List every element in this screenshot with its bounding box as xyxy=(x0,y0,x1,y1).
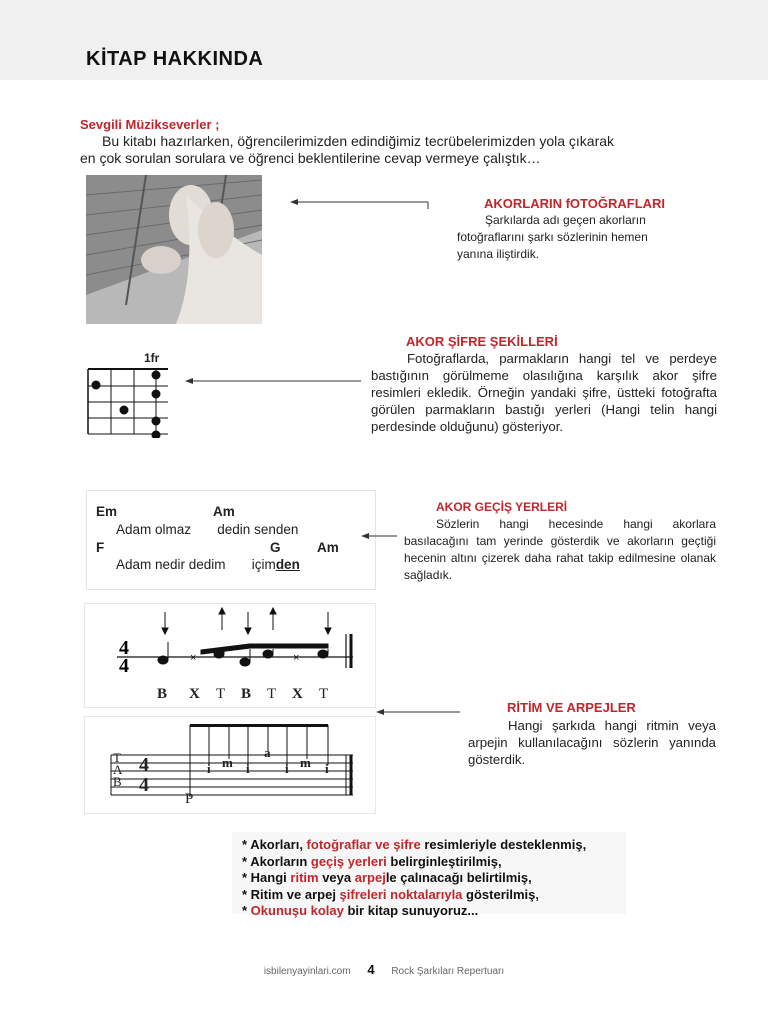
finger-i: i xyxy=(325,761,329,776)
photos-title: AKORLARIN fOTOĞRAFLARI xyxy=(484,196,666,211)
tab-label: T A B xyxy=(113,750,123,789)
rhythm-text: Hangi şarkıda hangi ritmin veya arpejin kullanılacağını sözlerin yanında gösterdik. xyxy=(468,718,716,767)
thumb-p: P xyxy=(185,791,194,807)
rhythm-label-1: B xyxy=(157,686,168,702)
arrow-left-icon xyxy=(374,706,462,718)
finger-i: i xyxy=(207,761,211,776)
arrow-left-icon xyxy=(183,375,363,387)
page-number: 4 xyxy=(367,962,375,977)
finger-i: i xyxy=(285,761,289,776)
finger-dot xyxy=(92,381,101,390)
finger-i: i xyxy=(246,761,250,776)
changes-text: Sözlerin hangi hecesinde hangi akorlara basılacağını tam yerinde gösterdik ve akorların geçtiği hecenin altını çizerek daha rahat takip edilmesine olanak sağladık. xyxy=(404,517,716,582)
rhythm-title: RİTİM VE ARPEJLER xyxy=(507,700,636,715)
finger-dot xyxy=(152,431,161,439)
diagrams-title: AKOR ŞİFRE ŞEKİLLERİ xyxy=(406,334,558,349)
chord-diagram xyxy=(84,366,174,438)
photos-line-3: yanına iliştirdik. xyxy=(457,247,540,261)
summary-line-3: * Hangi ritim veya arpejle çalınacağı belirtilmiş, xyxy=(242,870,532,885)
lyric-line-1: Adam olmaz dedin senden xyxy=(116,522,299,537)
finger-a: a xyxy=(264,745,271,760)
footer-book-title: Rock Şarkıları Repertuarı xyxy=(391,966,505,977)
page-title: KİTAP HAKKINDA xyxy=(86,48,264,70)
page-header xyxy=(0,0,768,80)
page-footer xyxy=(0,962,768,977)
finger-dot xyxy=(120,406,129,415)
arpeggio-tab xyxy=(84,716,376,814)
summary-line-5: * Okunuşu kolay bir kitap sunuyoruz... xyxy=(242,903,479,918)
fret-label: 1fr xyxy=(144,351,160,365)
tab-time-signature: 4 4 xyxy=(139,754,149,796)
finger-dot xyxy=(152,390,161,399)
intro-line-1: Bu kitabı hazırlarken, öğrencilerimizden edindiğimiz tecrübelerimizden yola çıkarak xyxy=(102,133,615,149)
time-sig-bottom: 4 xyxy=(119,655,129,677)
rhythm-label-7: T xyxy=(319,686,329,702)
finger-m: m xyxy=(300,755,311,770)
rhythm-label-6: X xyxy=(292,686,303,702)
changes-title: AKOR GEÇİŞ YERLERİ xyxy=(436,500,568,514)
rhythm-label-4: B xyxy=(241,686,252,702)
chord-em: Em xyxy=(96,504,118,519)
lyric-2-text: Adam nedir dedim içim xyxy=(116,557,276,572)
chord-am-2: Am xyxy=(317,540,339,555)
rhythm-label-5: T xyxy=(267,686,277,702)
svg-text:×: × xyxy=(190,652,197,664)
diagrams-text: Fotoğraflarda, parmakların hangi tel ve perdeye bastığının görülmeme olasılığına karşılık akor şifre resimleri ekledik. Örneğin yandaki şifre, üstteki fotoğrafta görülen parmakların bastığı yerleri (Hangi telin hangi perdesinde olduğunu) gösteriyor. xyxy=(371,351,717,434)
intro-paragraph xyxy=(80,133,722,167)
summary-line-1: * Akorları, fotoğraflar ve şifre resimleriyle desteklenmiş, xyxy=(242,837,587,852)
chord-f: F xyxy=(96,540,105,555)
rhythm-notation xyxy=(84,603,376,708)
chord-am: Am xyxy=(213,504,235,519)
lyric-line-2 xyxy=(116,557,300,572)
photos-line-2: fotoğraflarını şarkı sözlerinin hemen xyxy=(457,230,648,244)
summary-line-2: * Akorların geçiş yerleri belirginleştirilmiş, xyxy=(242,853,502,869)
intro-line-2: en çok sorulan sorulara ve öğrenci beklentilerine cevap vermeye çalıştık… xyxy=(80,150,541,166)
rhythm-label-2: X xyxy=(189,686,200,702)
summary-box xyxy=(232,832,626,918)
intro-greeting: Sevgili Müzikseverler ; xyxy=(80,117,220,132)
time-sig-top: 4 xyxy=(119,637,129,659)
photos-text xyxy=(457,212,717,263)
finger-dot xyxy=(152,417,161,426)
finger-dot xyxy=(152,371,161,380)
arrow-left-icon xyxy=(288,196,430,210)
rhythm-label-3: T xyxy=(216,686,226,702)
chord-photo xyxy=(86,175,262,324)
footer-website: isbilenyayinlari.com xyxy=(263,966,351,977)
chord-g: G xyxy=(270,540,281,555)
finger-m: m xyxy=(222,755,233,770)
summary-line-4: * Ritim ve arpej şifreleri noktalarıyla gösterilmiş, xyxy=(242,886,539,902)
photos-line-1: Şarkılarda adı geçen akorların xyxy=(485,213,646,227)
lyric-2-underlined: den xyxy=(275,557,300,572)
arrow-left-icon xyxy=(359,530,399,542)
chord-change-example xyxy=(86,490,376,590)
svg-text:×: × xyxy=(293,652,300,664)
